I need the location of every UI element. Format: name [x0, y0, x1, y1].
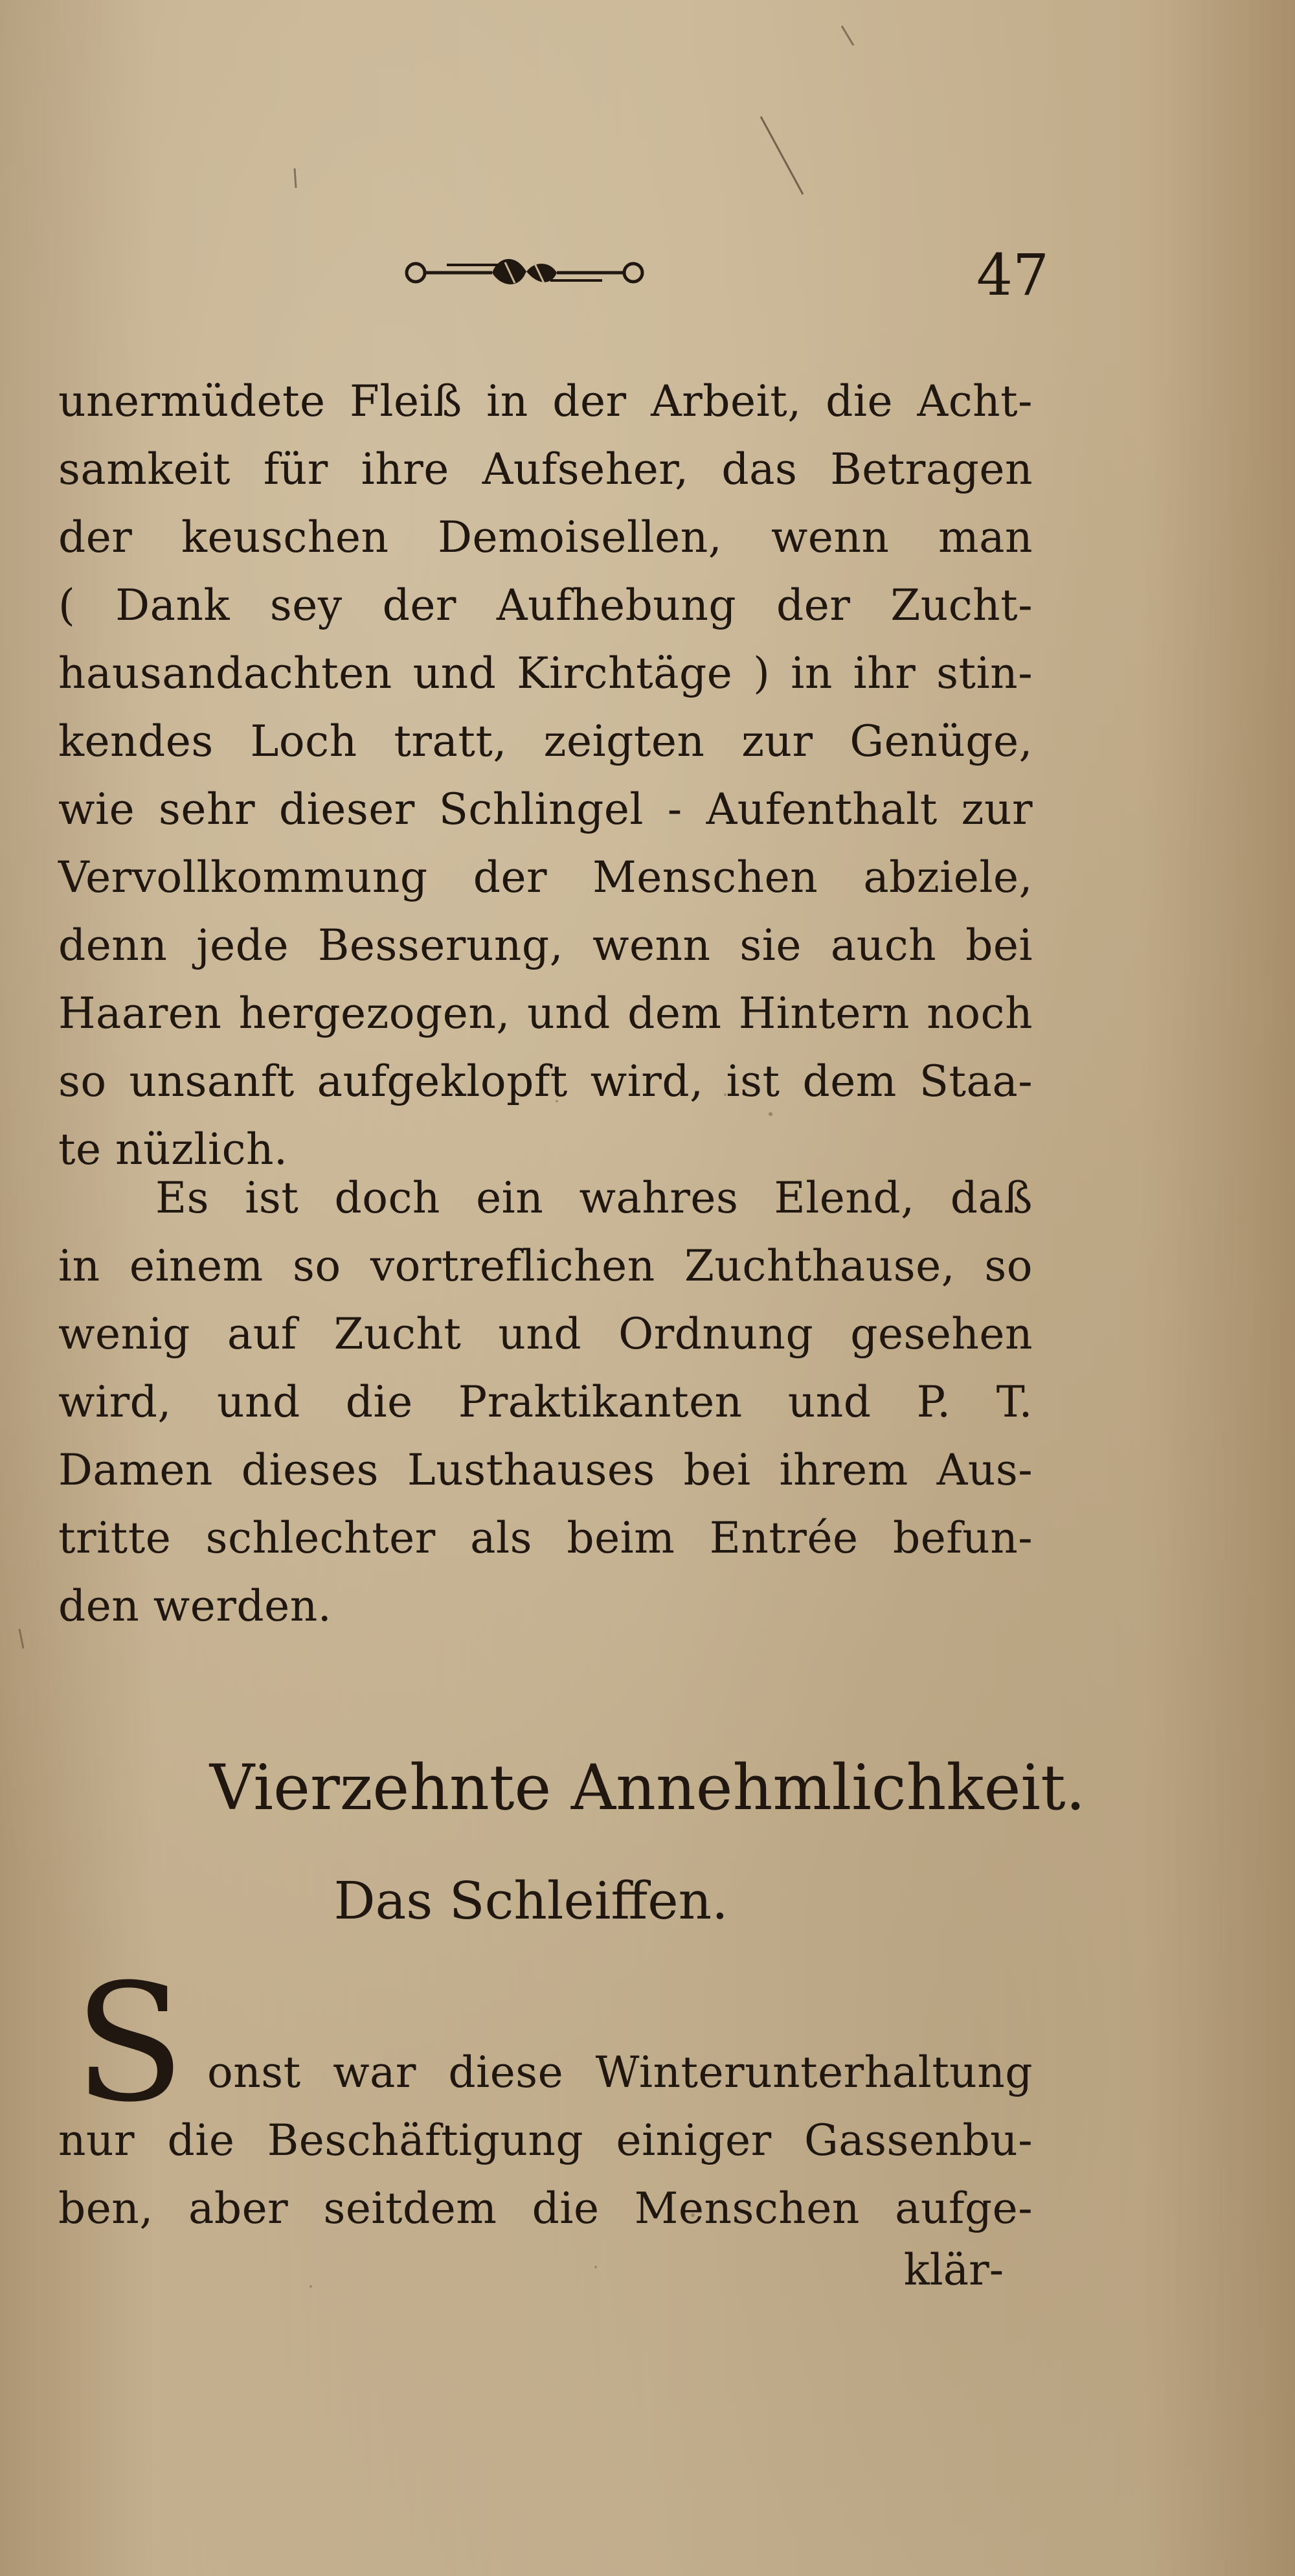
text-line: so unsanft aufgeklopft wird, ist dem Staa-	[58, 1056, 1033, 1106]
text-line: wird, und die Praktikanten und P. T.	[58, 1377, 1033, 1427]
text-line: ( Dank sey der Aufhebung der Zucht-	[58, 580, 1033, 630]
text-line: in einem so vortreflichen Zuchthause, so	[58, 1241, 1033, 1291]
text-line: den werden.	[58, 1581, 332, 1631]
catchword: klär-	[903, 2245, 1004, 2295]
text-line: denn jede Besserung, wenn sie auch bei	[58, 920, 1033, 970]
section-heading: Vierzehnte Annehmlichkeit.	[209, 1751, 1086, 1824]
text-line: Haaren hergezogen, und dem Hintern noch	[58, 988, 1033, 1038]
page-number: 47	[976, 242, 1049, 308]
text-line: wie sehr dieser Schlingel - Aufenthalt zur	[58, 784, 1033, 834]
text-line: der keuschen Demoisellen, wenn man	[58, 512, 1033, 562]
text-line: tritte schlechter als beim Entrée befun-	[58, 1513, 1033, 1563]
text-line: wenig auf Zucht und Ordnung gesehen	[58, 1309, 1033, 1359]
text-line: te nüzlich.	[58, 1124, 288, 1174]
section-subheading: Das Schleiffen.	[333, 1871, 728, 1931]
text-line: kendes Loch tratt, zeigten zur Genüge,	[58, 716, 1033, 766]
text-line: Vervollkommung der Menschen abziele,	[58, 852, 1033, 902]
text-line: onst war diese Winterunterhaltung	[207, 2047, 1033, 2097]
text-line: unermüdete Fleiß in der Arbeit, die Acht-	[58, 376, 1033, 426]
drop-cap: S	[74, 1949, 185, 2137]
text-line: nur die Beschäftigung einiger Gassenbu-	[58, 2115, 1033, 2165]
text-line: Es ist doch ein wahres Elend, daß	[155, 1173, 1033, 1223]
text-line: ben, aber seitdem die Menschen aufge-	[58, 2183, 1033, 2233]
paragraph-3	[58, 2047, 1033, 2241]
paragraph-2	[58, 1172, 1033, 1639]
text-line: hausandachten und Kirchtäge ) in ihr stin-	[58, 648, 1033, 698]
text-line: Damen dieses Lusthauses bei ihrem Aus-	[58, 1445, 1033, 1495]
decorative-header-ornament-icon	[401, 243, 648, 301]
text-line: samkeit für ihre Aufseher, das Betragen	[58, 444, 1033, 494]
paragraph-1	[58, 376, 1033, 1174]
